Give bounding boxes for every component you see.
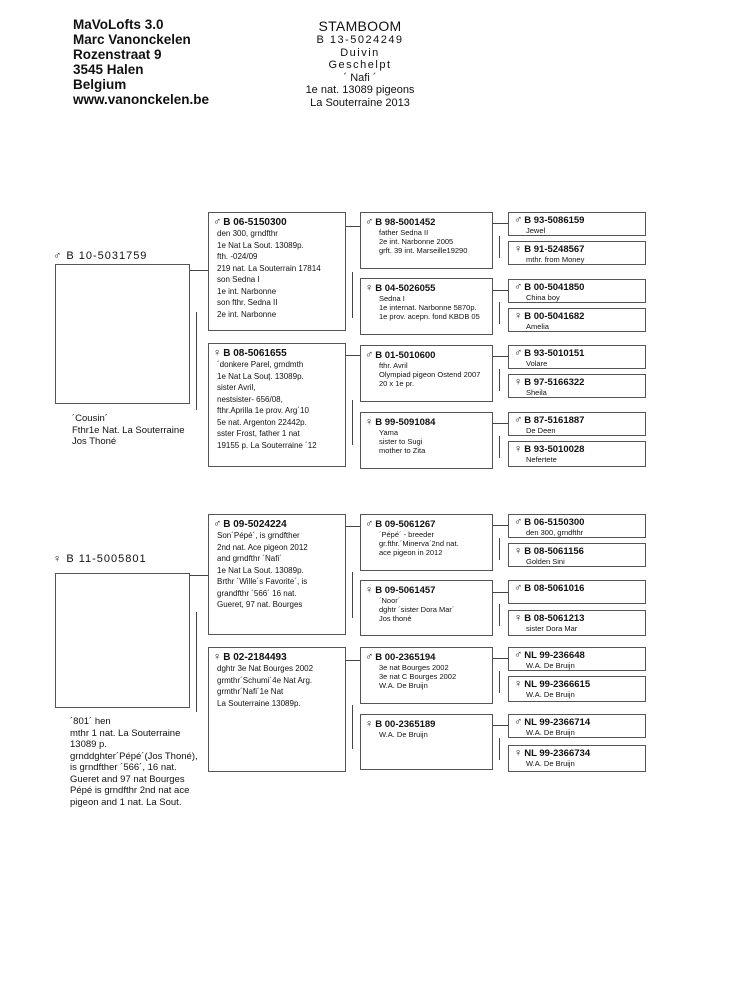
ring-number: B 08-5061016 [524,583,585,594]
male-icon: ♂ [514,516,523,528]
note-line: is grndfther ´566´, 16 nat. [70,762,177,773]
gen2-box: ♂ B 09-5024224 Son´Pépé´, is grndfther 2nd nat. Ace pigeon 2012 and grndfthr ´Nafi´ 1e Nat La Sout. 13089p. Brthr ´Wille´s Favorite´, is grandfthr ´566´ 16 nat. Gueret, 97 nat. Bourges [208,514,346,635]
pedigree-header [262,18,458,109]
ring-number: B 01-5010600 [375,350,436,361]
note-line: ´Cousin´ [72,413,108,424]
sire-ring [53,250,147,262]
gen2-box: ♂ B 06-5150300 den 300, grndfthr 1e Nat La Sout. 13089p. fth. -024/09 219 nat. La Souterrain 17814 son Sedna I 1e int. Narbonne son fthr. Sedna II 2e int. Narbonne [208,212,346,331]
gen4-box: ♂ B 93-5010151 Volare [508,345,646,369]
gen4-box: ♀ B 00-5041682 Amelia [508,308,646,332]
female-icon: ♀ [514,678,523,690]
dam-photo-box [55,573,190,708]
male-icon: ♂ [365,216,374,228]
ring-number: B 97-5166322 [524,377,585,388]
ring-number: B 02-2184493 [223,652,287,663]
note-line: pigeon and 1 nat. La Sout. [70,796,182,808]
ring-number: B 98-5001452 [375,217,436,228]
male-icon: ♂ [365,651,374,663]
gen3-box: ♀ B 09-5061457 ´Noor´ dghtr ´sister Dora Mar´ Jos thoné [360,580,493,636]
note-line: Fthr1e Nat. La Souterraine [72,424,185,436]
female-icon: ♀ [213,347,222,359]
dam-notes [70,716,198,808]
ring-number: B 08-5061156 [524,546,584,557]
female-icon: ♀ [365,416,374,428]
ring-number: NL 99-2366615 [524,679,591,690]
note-line: ´801´ hen [70,716,111,727]
gen4-box: ♂ B 93-5086159 Jewel [508,212,646,236]
gen2-box: ♀ B 08-5061655 ´donkere Parel, grndmth 1e Nat La Souț. 13089p. sister Avril, nestsister- 656/08, fthr.Aprilla 1e prov. Arg´10 5e nat. Argenton 22442p. sster Frost, father 1 nat 19155 p. La Souterraine ´12 [208,343,346,467]
owner-line: Rozenstraat 9 [73,47,162,62]
note-line: Jos Thoné [72,436,117,447]
gen2-box: ♀ B 02-2184493 dghtr 3e Nat Bourges 2002 grmthr´Schumi´4e Nat Arg. grmthr´Nafi´1e Nat La Souterraine 13089p. [208,647,346,772]
gen3-box: ♀ B 99-5091084 Yama sister to Sugi mother to Zita [360,412,493,469]
owner-block [73,17,209,107]
male-icon: ♂ [365,518,374,530]
gen4-box: ♀ B 93-5010028 Nefertete [508,441,646,467]
dam-ring [53,553,147,565]
subject-race: La Souterraine 2013 [310,96,410,109]
male-icon: ♂ [514,716,523,728]
female-icon: ♀ [514,376,523,388]
note-line: Pépé is grndfthr 2nd nat ace [70,785,190,796]
male-icon: ♂ [53,250,63,262]
gen4-box: ♂ NL 99-2366714 W.A. De Bruijn [508,714,646,738]
gen4-box: ♂ NL 99-236648 W.A. De Bruijn [508,647,646,671]
female-icon: ♀ [365,584,374,596]
note-line: mthr 1 nat. La Souterraine [70,727,181,739]
sire-ring-number: B 10-5031759 [66,250,148,262]
gen4-box: ♂ B 06-5150300 den 300, grndfthr [508,514,646,538]
subject-ring: B 13-5024249 [316,34,404,46]
owner-line: Marc Vanonckelen [73,32,191,47]
male-icon: ♂ [514,649,523,661]
ring-number: B 09-5061267 [375,519,436,530]
gen4-box: ♂ B 87-5161887 De Deen [508,412,646,436]
owner-line: MaVoLofts 3.0 [73,17,164,32]
sire-notes [72,413,184,448]
gen4-box [508,580,646,604]
subject-result: 1e nat. 13089 pigeons [305,84,415,96]
owner-line: Belgium [73,77,127,92]
ring-number: B 00-5041850 [524,282,585,293]
gen4-box: ♀ B 08-5061213 sister Dora Mar [508,610,646,636]
subject-sex: Duivin [340,46,380,59]
ring-number: B 00-5041682 [524,311,585,322]
ring-number: NL 99-2366714 [524,717,591,728]
female-icon: ♀ [365,718,374,730]
page-title: STAMBOOM [318,18,402,34]
gen3-box: ♂ B 09-5061267 ´Pépé´ - breeder gr.fthr.´Minerva´2nd nat. ace pigeon in 2012 [360,514,493,571]
note-line: 13089 p. [70,739,107,750]
subject-color: Geschelpt [328,59,392,71]
ring-number: B 09-5061457 [375,585,436,596]
ring-number: B 99-5091084 [375,417,436,428]
ring-number: B 08-5061213 [524,613,585,624]
ring-number: B 93-5010028 [524,444,585,455]
ring-number: B 06-5150300 [223,217,287,228]
gen3-box: ♂ B 01-5010600 fthr. Avril Olympiad pigeon Ostend 2007 20 x 1e pr. [360,345,493,402]
gen4-box: ♀ B 97-5166322 Sheila [508,374,646,398]
male-icon: ♂ [365,349,374,361]
female-icon: ♀ [213,651,222,663]
gen3-box: ♂ B 00-2365194 3e nat Bourges 2002 3e nat C Bourges 2002 W.A. De Bruijn [360,647,493,704]
gen4-box: ♀ NL 99-2366734 W.A. De Bruijn [508,745,646,772]
female-icon: ♀ [514,310,523,322]
note-line: Gueret and 97 nat Bourges [70,773,185,785]
sire-photo-box [55,264,190,404]
ring-number: NL 99-236648 [524,650,585,661]
ring-number: B 87-5161887 [524,415,585,426]
female-icon: ♀ [514,612,523,624]
male-icon: ♂ [514,214,523,226]
ring-number: B 04-5026055 [375,283,436,294]
gen4-box: ♂ B 00-5041850 China boy [508,279,646,303]
gen3-box: ♀ B 04-5026055 Sedna I 1e internat. Narbonne 5870p. 1e prov. acepn. fond KBDB 05 [360,278,493,335]
male-icon: ♂ [514,347,523,359]
gen4-box: ♀ B 08-5061156 Golden Sini [508,543,646,567]
gen4-box: ♀ NL 99-2366615 W.A. De Bruijn [508,676,646,702]
gen3-box: ♂ B 98-5001452 father Sedna II 2e int. Narbonne 2005 grft. 39 int. Marseille19290 [360,212,493,269]
ring-number: B 00-2365194 [375,652,436,663]
owner-website: www.vanonckelen.be [73,92,210,107]
ring-number: B 91-5248567 [524,244,585,255]
ring-number: NL 99-2366734 [524,748,591,759]
gen3-box: ♀ B 00-2365189 W.A. De Bruijn [360,714,493,770]
female-icon: ♀ [514,545,523,557]
ring-number: B 09-5024224 [223,519,287,530]
ring-number: B 06-5150300 [524,517,585,528]
ring-number: B 08-5061655 [223,348,287,359]
ring-number: B 93-5010151 [524,348,585,359]
female-icon: ♀ [53,553,63,565]
male-icon: ♂ [514,582,523,594]
gen4-box: ♀ B 91-5248567 mthr. from Money [508,241,646,265]
female-icon: ♀ [514,443,523,455]
male-icon: ♂ [514,281,523,293]
female-icon: ♀ [514,747,523,759]
note-line: grnddghter´Pépé´(Jos Thoné), [70,750,198,762]
female-icon: ♀ [514,243,523,255]
female-icon: ♀ [365,282,374,294]
male-icon: ♂ [213,216,222,228]
owner-line: 3545 Halen [73,62,144,77]
male-icon: ♂ [514,414,523,426]
ring-number: B 93-5086159 [524,215,585,226]
ring-number: B 00-2365189 [375,719,436,730]
male-icon: ♂ [213,518,222,530]
dam-ring-number: B 11-5005801 [66,553,147,565]
subject-name: ´ Nafi ´ [343,71,377,84]
